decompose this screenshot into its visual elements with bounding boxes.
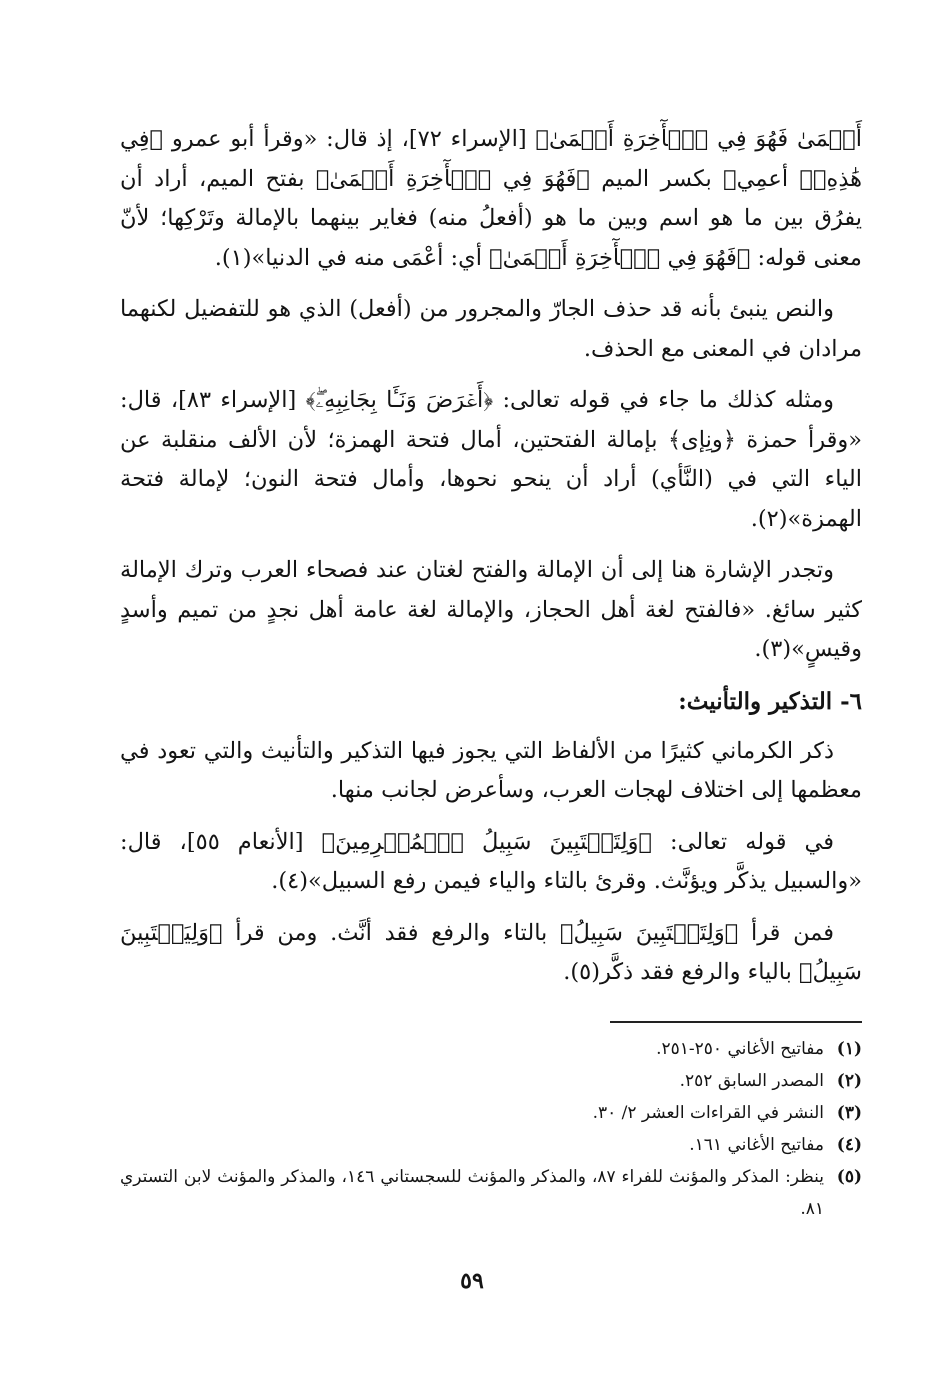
footnote-number: (١) xyxy=(836,1038,862,1059)
footnote-3 xyxy=(120,1097,862,1129)
page-number: ٥٩ xyxy=(460,1268,484,1294)
footnote-2 xyxy=(120,1065,862,1097)
section-heading: ٦- التذكير والتأنيث: xyxy=(678,687,862,715)
paragraph-3: ومثله كذلك ما جاء في قوله تعالى: ﴿أَعۡرَضَ وَنَـَٔا بِجَانِبِهِۦۖ﴾ [الإسراء ٨٣]، قال: «وقرأ حمزة ﴿ونِإى﴾ بإمالة الفتحتين، أمال فتحة الهمزة؛ لأن الألف منقلبة عن الياء التي في (النَّأي) أراد أن ينحو نحوها، وأمال فتحة النون؛ لإمالة فتحة الهمزة»(٢). xyxy=(120,387,862,532)
footnote-number: (٣) xyxy=(836,1102,862,1123)
footnote-text: ينظر: المذكر والمؤنث للفراء ٨٧، والمذكر والمؤنث للسجستاني ١٤٦، والمذكر والمؤنث لابن التستري ٨١. xyxy=(120,1166,824,1219)
main-text xyxy=(120,120,862,993)
footnote-number: (٢) xyxy=(836,1070,862,1091)
footnote-text: المصدر السابق ٢٥٢. xyxy=(679,1070,824,1091)
paragraph-6: في قوله تعالى: ﴿وَلِتَسۡتَبِينَ سَبِيلُ ٱلۡمُجۡرِمِينَ﴾ [الأنعام ٥٥]، قال: «والسبيل يذكَّر ويؤنَّث. وقرئ بالتاء والياء فيمن رفع السبيل»(٤). xyxy=(120,828,862,894)
footnote-4 xyxy=(120,1129,862,1161)
paragraph-5: ذكر الكرماني كثيرًا من الألفاظ التي يجوز فيها التذكير والتأنيث والتي تعود في معظمها إلى اختلاف لهجات العرب، وسأعرض لجانب منها. xyxy=(120,737,862,803)
paragraph-7: فمن قرأ ﴿وَلِتَسۡتَبِينَ سَبِيلُ﴾ بالتاء والرفع فقد أنَّث. ومن قرأ ﴿وَلِيَسۡتَبِينَ سَبِيلُ﴾ بالياء والرفع فقد ذكَّر(٥). xyxy=(120,919,862,985)
footnote-number: (٤) xyxy=(836,1134,862,1155)
paragraph-2: والنص ينبئ بأنه قد حذف الجارّ والمجرور من (أفعل) الذي هو للتفضيل لكنهما مرادان في المعنى مع الحذف. xyxy=(120,296,862,362)
footnote-text: النشر في القراءات العشر ٢/ ٣٠. xyxy=(592,1102,824,1123)
footnote-text: مفاتيح الأغاني ١٦١. xyxy=(689,1134,824,1155)
paragraph-1: أَعۡمَىٰ فَهُوَ فِي ٱلۡأٓخِرَةِ أَعۡمَىٰ﴾ [الإسراء ٧٢]، إذ قال: «وقرأ أبو عمرو ﴿فِي هَٰذِهِۦٓ أعمِي﴾ بكسر الميم ﴿فَهُوَ فِي ٱلۡأٓخِرَةِ أَعۡمَىٰ﴾ بفتح الميم، أراد أن يفرُق بين ما هو اسم وبين ما هو (أفعلُ منه) فغاير بينهما بالإمالة وتَرْكِها؛ لأنّ معنى قوله: ﴿فَهُوَ فِي ٱلۡأٓخِرَةِ أَعۡمَىٰ﴾ أي: أعْمَى منه في الدنيا»(١). xyxy=(120,126,862,271)
footnote-number: (٥) xyxy=(836,1166,862,1187)
footnote-text: مفاتيح الأغاني ٢٥٠-٢٥١. xyxy=(656,1038,824,1059)
footnote-separator xyxy=(610,1021,862,1023)
paragraph-4: وتجدر الإشارة هنا إلى أن الإمالة والفتح لغتان عند فصحاء العرب وترك الإمالة كثير سائغ. «فالفتح لغة أهل الحجاز، والإمالة لغة عامة أهل نجدٍ من تميم وأسدٍ وقيسٍ»(٣). xyxy=(120,557,862,662)
footnote-5 xyxy=(120,1161,862,1225)
footnotes xyxy=(120,1021,862,1225)
footnote-1 xyxy=(120,1033,862,1065)
